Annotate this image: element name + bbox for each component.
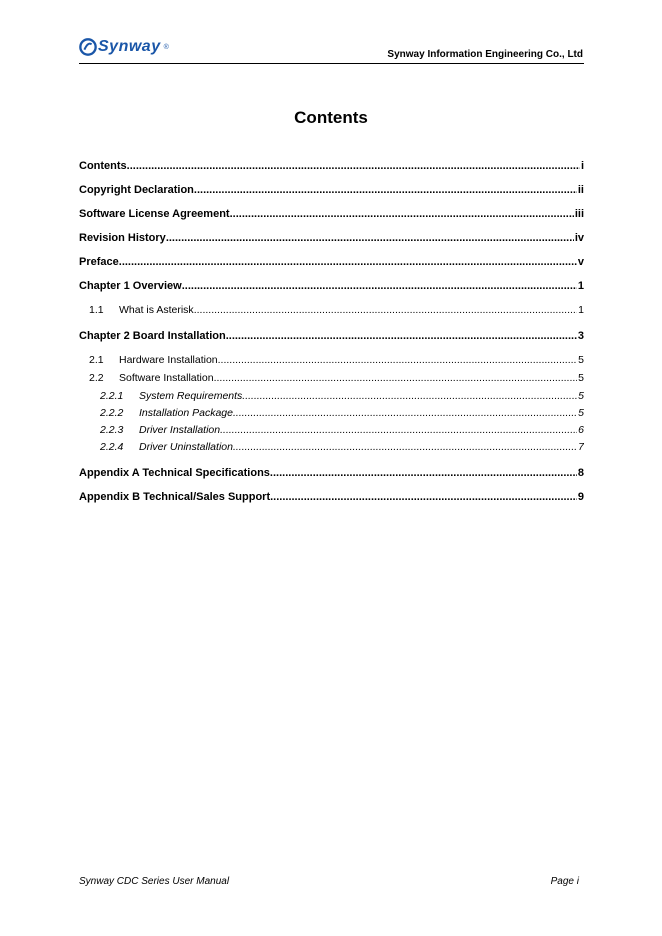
toc-entry-page: 5 — [578, 354, 584, 366]
toc-entry-label: Revision History — [79, 232, 166, 244]
toc-dot-leader — [270, 489, 577, 505]
toc-entry-page: 5 — [578, 407, 584, 419]
toc-entry-page: 1 — [577, 280, 584, 292]
toc-entry-page: 9 — [577, 491, 584, 503]
toc-entry[interactable] — [79, 254, 584, 278]
toc-entry-page: iv — [574, 232, 584, 244]
toc-entry-label: What is Asterisk — [119, 304, 194, 316]
registered-mark: ® — [163, 43, 169, 51]
toc-entry-label: Chapter 2 Board Installation — [79, 330, 226, 342]
toc-entry-page: iii — [574, 208, 584, 220]
toc-entry[interactable] — [79, 354, 584, 372]
toc-entry[interactable] — [79, 441, 584, 465]
toc-dot-leader — [270, 465, 577, 481]
page-title: Contents — [294, 108, 368, 127]
page-number: Page i — [550, 876, 579, 887]
toc-entry-label: Appendix A Technical Specifications — [79, 467, 270, 479]
toc-dot-leader — [182, 278, 577, 294]
toc-dot-leader — [214, 372, 578, 384]
toc-dot-leader — [218, 354, 578, 366]
toc-entry[interactable] — [79, 278, 584, 302]
toc-entry-number: 1.1 — [89, 304, 104, 316]
toc-dot-leader — [119, 254, 577, 270]
toc-entry[interactable] — [79, 158, 584, 182]
toc-entry-page: i — [580, 160, 584, 172]
toc-entry[interactable] — [79, 182, 584, 206]
toc-dot-leader — [220, 424, 577, 436]
toc-entry-label: Appendix B Technical/Sales Support — [79, 491, 271, 503]
toc-entry[interactable] — [79, 230, 584, 254]
toc-entry-label: System Requirements — [139, 390, 243, 402]
toc-entry-label: Driver Uninstallation — [139, 441, 233, 453]
toc-entry-label: Software Installation — [119, 372, 214, 384]
toc-entry[interactable] — [79, 390, 584, 407]
table-of-contents — [79, 158, 584, 513]
toc-entry[interactable] — [79, 304, 584, 328]
toc-entry-number: 2.1 — [89, 354, 104, 366]
toc-entry[interactable] — [79, 465, 584, 489]
toc-entry[interactable] — [79, 328, 584, 352]
toc-entry-label: Driver Installation — [139, 424, 221, 436]
toc-dot-leader — [230, 206, 574, 222]
logo-text: Synway — [98, 38, 161, 55]
toc-dot-leader — [226, 328, 577, 344]
toc-entry-number: 2.2 — [89, 372, 104, 384]
toc-entry-page: 3 — [577, 330, 584, 342]
toc-entry-page: 8 — [577, 467, 584, 479]
company-name: Synway Information Engineering Co., Ltd — [387, 49, 583, 60]
synway-logo — [79, 38, 169, 56]
toc-entry-page: 6 — [578, 424, 584, 436]
toc-entry-label: Software License Agreement — [79, 208, 230, 220]
toc-dot-leader — [194, 304, 577, 316]
toc-entry[interactable] — [79, 372, 584, 390]
toc-entry-label: Contents — [79, 160, 127, 172]
toc-entry-page: 5 — [578, 390, 584, 402]
toc-entry[interactable] — [79, 424, 584, 441]
toc-entry-page: 7 — [578, 441, 584, 453]
toc-entry-label: Chapter 1 Overview — [79, 280, 182, 292]
toc-dot-leader — [233, 407, 577, 419]
toc-entry-number: 2.2.4 — [100, 441, 124, 453]
toc-entry-label: Preface — [79, 256, 119, 268]
toc-entry-page: v — [577, 256, 584, 268]
toc-entry-label: Hardware Installation — [119, 354, 218, 366]
toc-dot-leader — [166, 230, 574, 246]
manual-name: Synway CDC Series User Manual — [79, 876, 230, 887]
toc-entry-page: 1 — [578, 304, 584, 316]
page-footer — [79, 876, 579, 887]
toc-dot-leader — [242, 390, 577, 402]
page-header — [79, 38, 584, 64]
toc-entry[interactable] — [79, 489, 584, 513]
toc-entry[interactable] — [79, 206, 584, 230]
toc-dot-leader — [127, 158, 580, 174]
toc-entry-number: 2.2.1 — [100, 390, 124, 402]
toc-entry-page: ii — [577, 184, 584, 196]
toc-entry-number: 2.2.3 — [100, 424, 124, 436]
toc-dot-leader — [194, 182, 577, 198]
toc-entry[interactable] — [79, 407, 584, 424]
toc-entry-number: 2.2.2 — [100, 407, 124, 419]
synway-logo-icon — [79, 38, 97, 56]
toc-entry-page: 5 — [578, 372, 584, 384]
toc-entry-label: Copyright Declaration — [79, 184, 194, 196]
toc-entry-label: Installation Package — [139, 407, 233, 419]
toc-dot-leader — [233, 441, 577, 453]
